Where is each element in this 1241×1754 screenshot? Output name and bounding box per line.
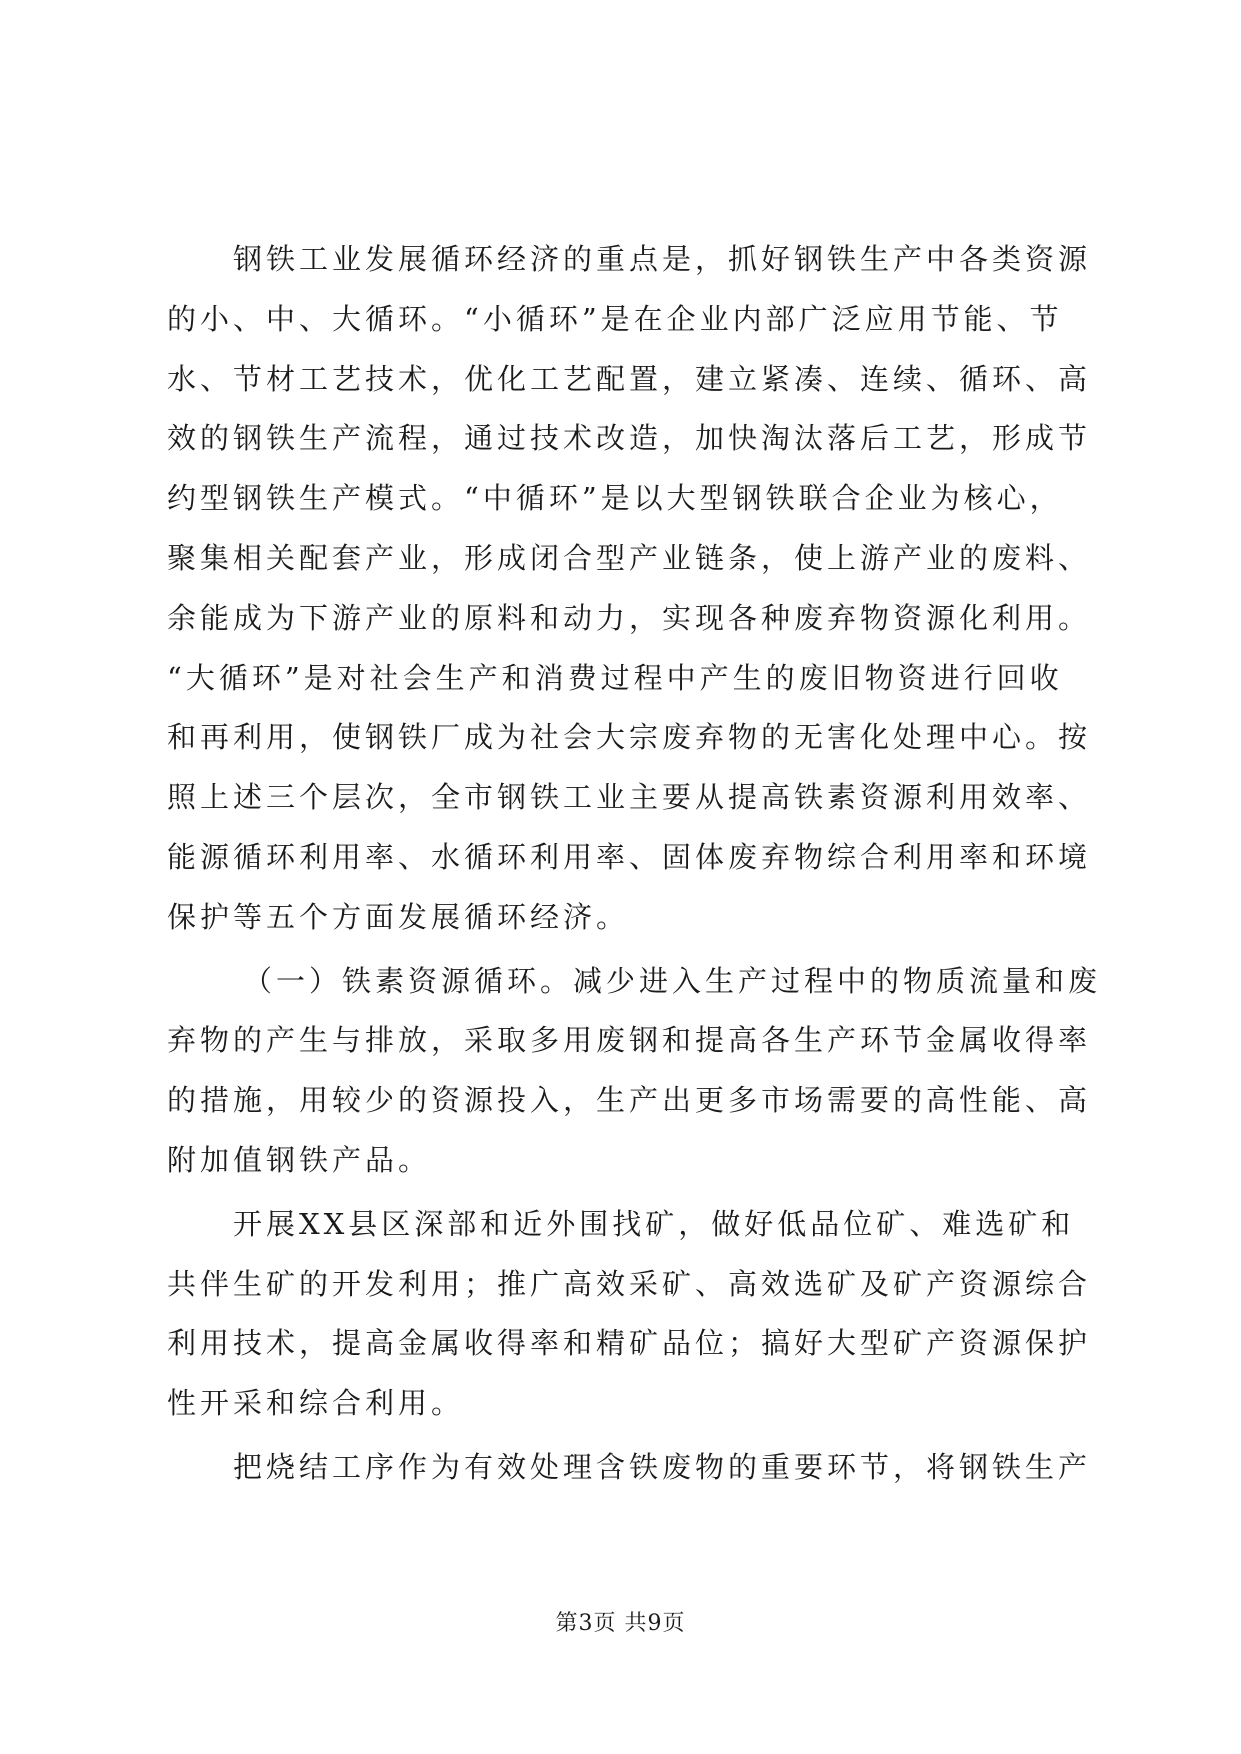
- text-line: 余能成为下游产业的原料和动力，实现各种废弃物资源化利用。: [167, 600, 1092, 635]
- text-line: 开展XX县区深部和近外围找矿，做好低品位矿、难选矿和: [233, 1206, 1075, 1241]
- text-line: “大循环”是对社会生产和消费过程中产生的废旧物资进行回收: [167, 660, 1063, 695]
- text-line: 约型钢铁生产模式。“中循环”是以大型钢铁联合企业为核心，: [167, 481, 1063, 516]
- text-line: 弃物的产生与排放，采取多用废钢和提高各生产环节金属收得率: [167, 1023, 1092, 1058]
- text-line: 效的钢铁生产流程，通过技术改造，加快淘汰落后工艺，形成节: [167, 421, 1092, 456]
- text-line: 的小、中、大循环。“小循环”是在企业内部广泛应用节能、节: [167, 301, 1063, 336]
- paragraph-sintering-process: [167, 1438, 1092, 1498]
- text-line: 把烧结工序作为有效处理含铁废物的重要环节，将钢铁生产: [233, 1449, 1092, 1484]
- text-line: 的措施，用较少的资源投入，生产出更多市场需要的高性能、高: [167, 1083, 1092, 1118]
- page-number-footer: 第3页 共9页: [555, 1611, 686, 1636]
- text-line: 钢铁工业发展循环经济的重点是，抓好钢铁生产中各类资源: [233, 242, 1092, 276]
- text-line: 共伴生矿的开发利用；推广高效采矿、高效选矿及矿产资源综合: [167, 1266, 1092, 1301]
- paragraph-iron-resource-cycle: [167, 952, 1102, 1191]
- text-line: 水、节材工艺技术，优化工艺配置，建立紧凑、连续、循环、高: [167, 361, 1092, 396]
- text-line: 保护等五个方面发展循环经济。: [167, 899, 630, 934]
- document-body: [167, 230, 1102, 1498]
- text-line: 能源循环利用率、水循环利用率、固体废弃物综合利用率和环境: [167, 839, 1092, 874]
- text-line: 照上述三个层次，全市钢铁工业主要从提高铁素资源利用效率、: [167, 780, 1092, 815]
- paragraph-circular-economy-overview: [167, 230, 1092, 948]
- text-line: （一）铁素资源循环。减少进入生产过程中的物质流量和废: [243, 963, 1102, 998]
- text-line: 聚集相关配套产业，形成闭合型产业链条，使上游产业的废料、: [167, 540, 1092, 575]
- text-line: 和再利用，使钢铁厂成为社会大宗废弃物的无害化处理中心。按: [167, 720, 1092, 755]
- paragraph-mining-exploration: [167, 1195, 1092, 1434]
- text-line: 性开采和综合利用。: [167, 1386, 465, 1421]
- text-line: 附加值钢铁产品。: [167, 1142, 432, 1177]
- text-line: 利用技术，提高金属收得率和精矿品位；搞好大型矿产资源保护: [167, 1326, 1092, 1361]
